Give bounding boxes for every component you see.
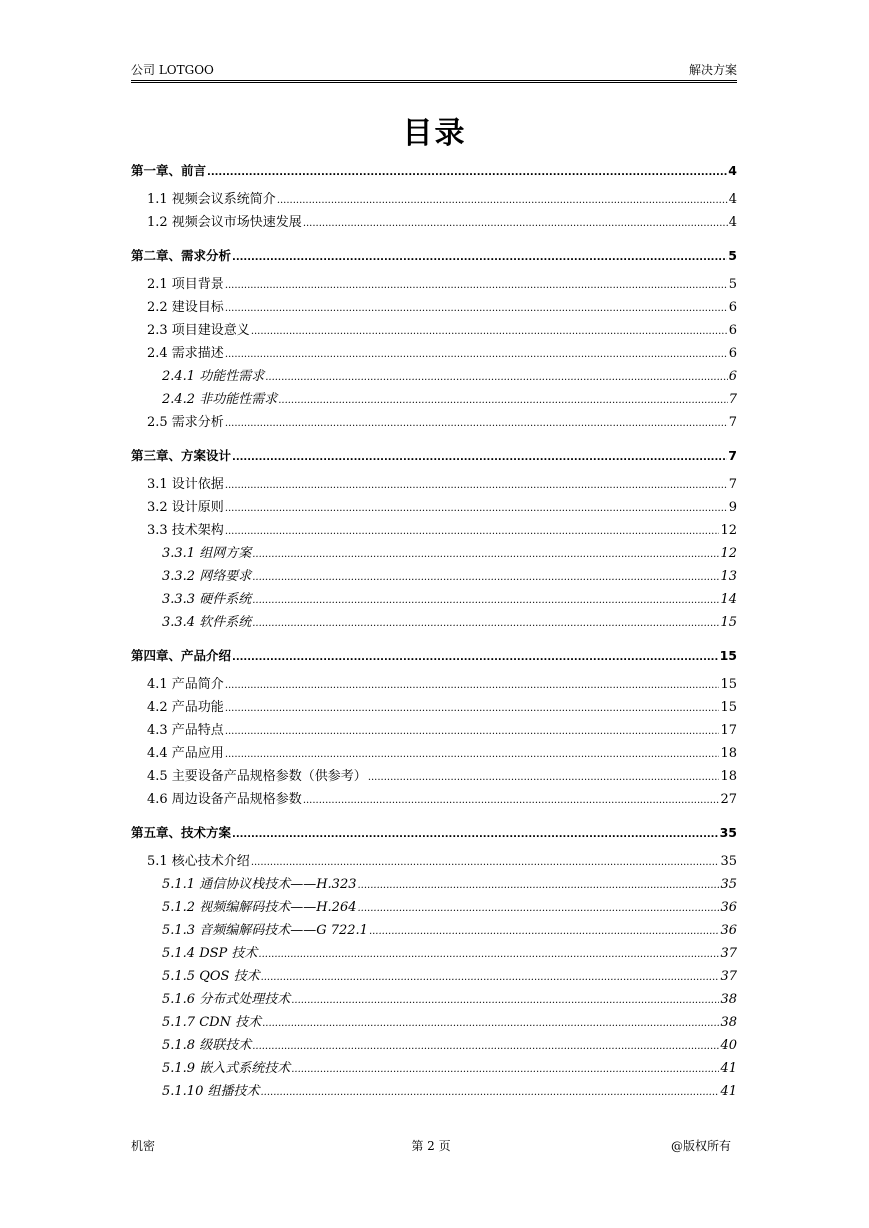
toc-section[interactable] [147, 297, 737, 319]
toc-section[interactable] [147, 697, 737, 719]
toc-entry-title: 4.4 产品应用 [147, 746, 224, 761]
toc-entry-title: 1.1 视频会议系统简介 [147, 192, 276, 207]
toc-subsection[interactable] [162, 989, 737, 1011]
toc-page-number: 4 [728, 215, 737, 230]
toc-section[interactable] [147, 766, 737, 788]
toc-page-number: 40 [720, 1038, 737, 1053]
toc-entry-title: 3.1 设计依据 [147, 477, 224, 492]
toc-subsection[interactable] [162, 589, 737, 611]
toc-entry-title: 2.4.2 非功能性需求 [162, 392, 278, 407]
toc-entry-title: 第四章、产品介绍 [131, 648, 232, 663]
toc-chapter[interactable] [131, 160, 737, 182]
toc-entry-title: 2.1 项目背景 [147, 277, 224, 292]
toc-page-number: 18 [720, 769, 737, 784]
toc-section[interactable] [147, 412, 737, 434]
toc-page-number: 15 [720, 700, 737, 715]
toc-entry-title: 第二章、需求分析 [131, 248, 232, 263]
toc-page-number: 12 [720, 546, 737, 561]
toc-entry-title: 第三章、方案设计 [131, 448, 232, 463]
toc-page-number: 35 [720, 854, 737, 869]
toc-subsection[interactable] [162, 612, 737, 634]
toc-page-number: 9 [728, 500, 737, 515]
toc-dot-leader [225, 475, 728, 497]
toc-entry-title: 5.1.6 分布式处理技术 [162, 992, 291, 1007]
toc-dot-leader [225, 298, 728, 320]
toc-section[interactable] [147, 474, 737, 496]
toc-dot-leader [303, 213, 728, 235]
toc-page-number: 17 [720, 723, 737, 738]
toc-dot-leader [225, 698, 720, 720]
toc-entry-title: 5.1.2 视频编解码技术——H.264 [162, 900, 357, 915]
toc-entry-title: 5.1 核心技术介绍 [147, 854, 250, 869]
footer-page-number: 第 2 页 [411, 1139, 451, 1153]
toc-subsection[interactable] [162, 897, 737, 919]
footer-copyright: @版权所有 [670, 1139, 731, 1153]
toc-dot-leader [225, 675, 720, 697]
toc-subsection[interactable] [162, 874, 737, 896]
toc-dot-leader [262, 1013, 719, 1035]
toc-dot-leader [232, 447, 727, 469]
toc-dot-leader [252, 1036, 719, 1058]
header-company: 公司 LOTGOO [131, 63, 214, 77]
toc-page-number: 41 [720, 1084, 737, 1099]
toc-dot-leader [225, 344, 728, 366]
toc-dot-leader [232, 824, 719, 846]
toc-page-number: 6 [728, 323, 737, 338]
toc-dot-leader [225, 721, 720, 743]
toc-entry-title: 5.1.5 QOS 技术 [162, 969, 260, 984]
toc-section[interactable] [147, 720, 737, 742]
toc-page-number: 41 [720, 1061, 737, 1076]
toc-entry-title: 5.1.7 CDN 技术 [162, 1015, 262, 1030]
toc-subsection[interactable] [162, 920, 737, 942]
toc-entry-title: 2.4 需求描述 [147, 346, 224, 361]
toc-page-number: 15 [720, 677, 737, 692]
page-footer [131, 1136, 731, 1156]
toc-subsection[interactable] [162, 389, 737, 411]
toc-entry-title: 第五章、技术方案 [131, 825, 232, 840]
toc-page-number: 15 [720, 615, 737, 630]
toc-section[interactable] [147, 497, 737, 519]
toc-entry-title: 3.3 技术架构 [147, 523, 224, 538]
toc-subsection[interactable] [162, 943, 737, 965]
toc-page-number: 27 [720, 792, 737, 807]
toc-section[interactable] [147, 789, 737, 811]
toc-dot-leader [368, 767, 720, 789]
toc-subsection[interactable] [162, 1012, 737, 1034]
toc-section[interactable] [147, 343, 737, 365]
toc-page-number: 4 [728, 192, 737, 207]
toc-dot-leader [232, 247, 727, 269]
toc-entry-title: 第一章、前言 [131, 163, 207, 178]
toc-chapter[interactable] [131, 645, 737, 667]
toc-dot-leader [358, 898, 720, 920]
toc-chapter[interactable] [131, 822, 737, 844]
toc-dot-leader [225, 275, 728, 297]
page-header [131, 60, 737, 81]
toc-dot-leader [291, 1059, 719, 1081]
page-title: 目录 [402, 116, 467, 151]
toc-dot-leader [265, 367, 728, 389]
toc-page-number: 7 [728, 477, 737, 492]
toc-page-number: 13 [720, 569, 737, 584]
toc-page-number: 35 [719, 825, 737, 840]
toc-dot-leader [225, 413, 728, 435]
toc-dot-leader [252, 590, 719, 612]
toc-page-number: 4 [728, 163, 737, 178]
toc-entry-title: 1.2 视频会议市场快速发展 [147, 215, 302, 230]
toc-dot-leader [369, 921, 720, 943]
toc-dot-leader [303, 790, 720, 812]
toc-dot-leader [251, 321, 728, 343]
toc-dot-leader [225, 521, 720, 543]
toc-entry-title: 2.2 建设目标 [147, 300, 224, 315]
toc-page-number: 37 [720, 969, 737, 984]
toc-page-number: 7 [728, 448, 737, 463]
header-rule [131, 82, 737, 83]
toc-subsection[interactable] [162, 566, 737, 588]
toc-subsection[interactable] [162, 1081, 737, 1103]
toc-entry-title: 4.6 周边设备产品规格参数 [147, 792, 302, 807]
toc-dot-leader [252, 567, 719, 589]
toc-dot-leader [225, 744, 720, 766]
toc-dot-leader [291, 990, 719, 1012]
toc-subsection[interactable] [162, 543, 737, 565]
toc-dot-leader [358, 875, 720, 897]
toc-entry-title: 2.3 项目建设意义 [147, 323, 250, 338]
toc-dot-leader [251, 852, 720, 874]
toc-chapter[interactable] [131, 245, 737, 267]
toc-entry-title: 3.3.3 硬件系统 [162, 592, 252, 607]
toc-page-number: 38 [720, 992, 737, 1007]
toc-page-number: 7 [728, 415, 737, 430]
header-doc-type: 解决方案 [688, 63, 737, 77]
toc-page-number: 36 [720, 900, 737, 915]
toc-entry-title: 4.2 产品功能 [147, 700, 224, 715]
toc-dot-leader [207, 162, 727, 184]
toc-subsection[interactable] [162, 1035, 737, 1057]
toc-page-number: 14 [720, 592, 737, 607]
toc-page-number: 15 [719, 648, 737, 663]
toc-entry-title: 2.5 需求分析 [147, 415, 224, 430]
toc-section[interactable] [147, 274, 737, 296]
toc-entry-title: 5.1.8 级联技术 [162, 1038, 252, 1053]
toc-section[interactable] [147, 674, 737, 696]
toc-page-number: 5 [728, 277, 737, 292]
toc-entry-title: 5.1.9 嵌入式系统技术 [162, 1061, 291, 1076]
toc-dot-leader [258, 944, 719, 966]
toc-entry-title: 3.3.1 组网方案 [162, 546, 252, 561]
toc-subsection[interactable] [162, 366, 737, 388]
toc-dot-leader [225, 498, 728, 520]
toc-entry-title: 5.1.10 组播技术 [162, 1084, 260, 1099]
toc-chapter[interactable] [131, 445, 737, 467]
toc-dot-leader [261, 967, 720, 989]
toc-dot-leader [232, 647, 719, 669]
toc-page-number: 36 [720, 923, 737, 938]
toc-dot-leader [252, 613, 719, 635]
toc-page-number: 37 [720, 946, 737, 961]
toc-section[interactable] [147, 320, 737, 342]
toc-subsection[interactable] [162, 966, 737, 988]
toc-subsection[interactable] [162, 1058, 737, 1080]
toc-entry-title: 3.3.2 网络要求 [162, 569, 252, 584]
toc-page-number: 18 [720, 746, 737, 761]
toc-page-number: 38 [720, 1015, 737, 1030]
toc-section[interactable] [147, 189, 737, 211]
toc-page-number: 35 [720, 877, 737, 892]
toc-page-number: 7 [728, 392, 737, 407]
toc-section[interactable] [147, 520, 737, 542]
toc-page-number: 6 [728, 300, 737, 315]
toc-entry-title: 5.1.3 音频编解码技术——G 722.1 [162, 923, 368, 938]
toc-entry-title: 4.3 产品特点 [147, 723, 224, 738]
toc-dot-leader [278, 390, 728, 412]
toc-entry-title: 2.4.1 功能性需求 [162, 369, 265, 384]
toc-entry-title: 3.2 设计原则 [147, 500, 224, 515]
toc-entry-title: 4.1 产品简介 [147, 677, 224, 692]
footer-confidential: 机密 [131, 1139, 156, 1153]
toc-entry-title: 5.1.4 DSP 技术 [162, 946, 258, 961]
toc-page-number: 5 [728, 248, 737, 263]
toc-section[interactable] [147, 851, 737, 873]
toc-page-number: 6 [728, 346, 737, 361]
toc-dot-leader [260, 1082, 719, 1104]
toc-section[interactable] [147, 212, 737, 234]
toc-section[interactable] [147, 743, 737, 765]
toc-dot-leader [277, 190, 728, 212]
toc-entry-title: 4.5 主要设备产品规格参数（供参考） [147, 769, 367, 784]
toc-dot-leader [252, 544, 719, 566]
toc-entry-title: 3.3.4 软件系统 [162, 615, 252, 630]
toc-page-number: 6 [728, 369, 737, 384]
toc-page-number: 12 [720, 523, 737, 538]
toc-entry-title: 5.1.1 通信协议栈技术——H.323 [162, 877, 357, 892]
